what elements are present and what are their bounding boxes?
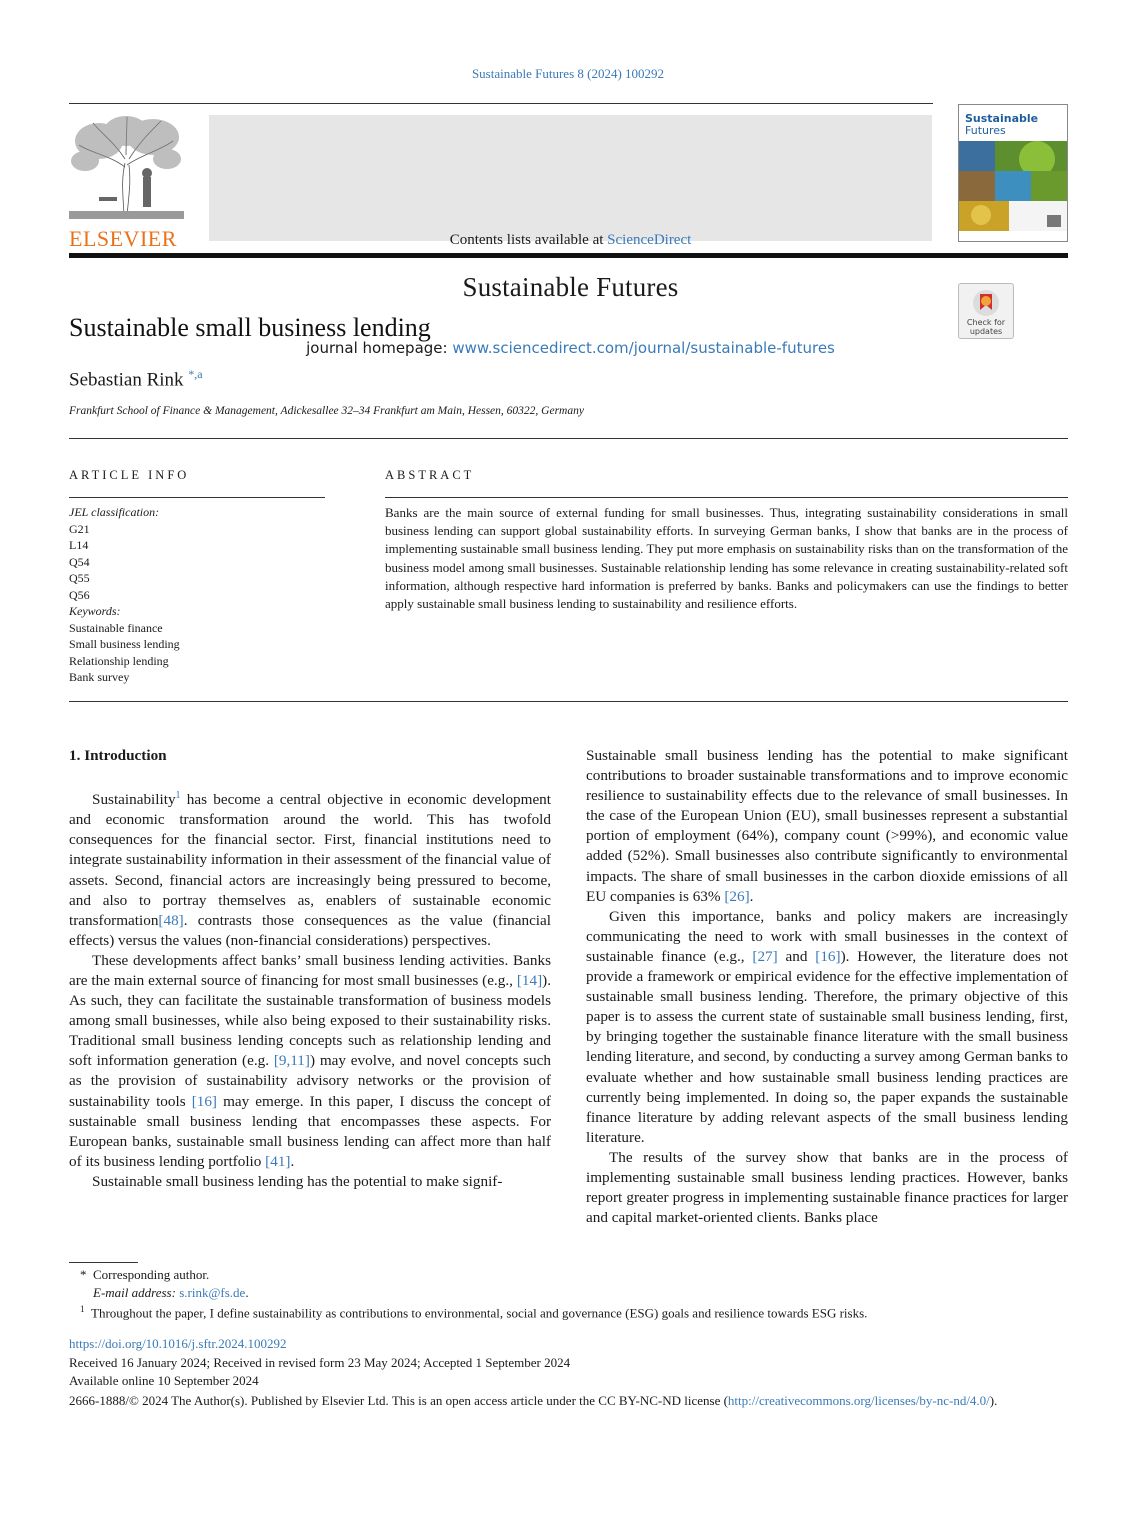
corresponding-text: Corresponding author. xyxy=(93,1267,210,1282)
homepage-label: journal homepage: xyxy=(306,339,453,357)
license-text-b: ). xyxy=(989,1393,998,1408)
p2-text-b: ). As such, they can facilitate the sustainable transformation of business models among small businesses, while also being exposed to their sustainability risks. Traditional small business lending concepts such as relationship lending and soft information generation (e.g. xyxy=(69,972,551,1070)
header-rule xyxy=(69,103,933,104)
p1-text-b: has become a central objective in economic development and economic transformation around the world. This has twofold consequences for the financial sector. First, financial institutions need to integrate sustainability information in their assessment of the financial value of assets. Second, financial actors are increasingly being pressured to become, and also to portray themselves as, enablers of sustainable economic transformation xyxy=(69,791,551,929)
footnote-1 xyxy=(80,1304,867,1321)
article-info-list xyxy=(69,504,325,686)
footnote-ref-1[interactable]: 1 xyxy=(175,790,181,802)
cover-title-1: Sustainable xyxy=(965,112,1039,125)
corresponding-mark: * xyxy=(80,1267,87,1282)
cover-collage-icon xyxy=(959,141,1067,231)
p4-text-a: Given this importance, banks and policy makers are increasingly communicating the need to work with small businesses in the context of sustainable finance (e.g., xyxy=(586,907,1068,965)
homepage-link[interactable]: www.sciencedirect.com/journal/sustainable-futures xyxy=(452,339,835,357)
footnote-1-mark: 1 xyxy=(80,1304,85,1314)
journal-name: Sustainable Futures xyxy=(462,272,679,302)
citation-link[interactable]: [14] xyxy=(516,972,543,989)
p2-text-e: . xyxy=(290,1152,295,1170)
keyword: Relationship lending xyxy=(69,653,169,668)
abstract-heading: ABSTRACT xyxy=(385,468,475,482)
citation-link[interactable]: [9,11] xyxy=(273,1052,310,1070)
p4-text-b: ). However, the literature does not provide a framework or empirical evidence for the effective implementation of sustainable small business lending. Therefore, the primary objective of this paper is to assess the current state of sustainable small business lending, first, by bringing together the sustainable finance literature with the small business lending literature, and second, by conducting a survey among German banks to evaluate whether and how sustainable small business lending practices are currently being implemented. In doing so, the paper expands the sustainable finance literature by adding relevant aspects of the small business lending literature. xyxy=(586,947,1068,1146)
author-marks[interactable]: *,a xyxy=(188,367,203,381)
citation-link[interactable]: [16] xyxy=(815,947,841,965)
body-paragraph-2 xyxy=(69,951,551,1172)
check-for-updates-badge[interactable] xyxy=(958,283,1014,339)
cover-title-2: Futures xyxy=(965,124,1006,137)
citation-link[interactable]: [16] xyxy=(191,1092,217,1110)
author-affiliation: Frankfurt School of Finance & Management, Adickesallee 32–34 Frankfurt am Main, Hessen, 60322, Germany xyxy=(69,405,584,417)
author-line xyxy=(69,367,203,391)
p2-text-a: These developments affect banks’ small business lending activities. Banks are the main external source of financing for most small businesses (e.g., xyxy=(69,951,551,989)
footnote-corresponding xyxy=(80,1267,209,1283)
body-paragraph-3-start: Sustainable small business lending has the potential to make signif- xyxy=(92,1172,503,1190)
author-name[interactable]: Sebastian Rink xyxy=(69,369,184,391)
abstract-rule xyxy=(385,497,1068,498)
body-paragraph-3-cont xyxy=(586,746,1068,907)
section-heading-introduction: 1. Introduction xyxy=(69,747,167,764)
citation-link[interactable]: [26] xyxy=(724,887,750,905)
p4-text-and: and xyxy=(777,947,816,965)
sciencedirect-link[interactable]: ScienceDirect xyxy=(607,232,692,248)
license-link[interactable]: http://creativecommons.org/licenses/by-nc-nd/4.0/ xyxy=(727,1393,990,1408)
p3-text-a: Sustainable small business lending has the potential to make significant contributions to broader sustainable transformations and to improve economic resilience to sustainability effects due to the relevance of small businesses. In the case of the European Union (EU), small businesses represent a substantial portion of employment (64%), company count (>99%), and economic value added (52%). Small businesses also contribute significantly to environmental impacts. The share of small businesses in the carbon dioxide emissions of all EU companies is 63% xyxy=(586,747,1068,905)
keyword: Bank survey xyxy=(69,670,130,684)
jel-code: G21 xyxy=(69,521,90,536)
email-link[interactable]: s.rink@fs.de xyxy=(179,1285,246,1300)
keyword: Sustainable finance xyxy=(69,620,163,635)
p1-text-a: Sustainability xyxy=(92,791,176,809)
article-info-rule xyxy=(69,497,325,498)
abstract-text: Banks are the main source of external funding for small businesses. Thus, integrating sustainability considerations in small business lending can support global sustainability efforts. In surveying German banks, I show that banks are in the process of implementing sustainable small business lending. They put more emphasis on sustainability risks than on the transformation of the business model among small businesses. Sustainable relationship lending has some relevance in creating sustainability-related soft information, although respective hard information is preferred by banks. Banks and policymakers can use the findings to better apply sustainable small business lending to sustainability and resilience efforts. xyxy=(385,505,1068,612)
contents-line xyxy=(209,232,932,249)
elsevier-logo[interactable] xyxy=(69,115,184,251)
article-title: Sustainable small business lending xyxy=(69,313,431,342)
body-paragraph-4 xyxy=(586,907,1068,1148)
email-label: E-mail address: xyxy=(93,1285,180,1300)
affiliation-rule xyxy=(69,438,1068,439)
p1-text-c: . contrasts those consequences as the value (financial effects) versus the values (non-financial considerations) perspectives. xyxy=(69,911,551,949)
footnote-rule xyxy=(69,1262,138,1263)
contents-prefix: Contents lists available at xyxy=(449,232,608,248)
body-column-left xyxy=(69,746,551,1192)
jel-label: JEL classification: xyxy=(69,505,160,519)
email-end: . xyxy=(245,1285,249,1300)
footnote-1-text: Throughout the paper, I define sustainability as contributions to environmental, social and governance (ESG) goals and resilience towards ESG risks. xyxy=(91,1305,868,1321)
keyword: Small business lending xyxy=(69,637,180,651)
jel-code: Q54 xyxy=(69,554,90,569)
received-dates: Received 16 January 2024; Received in revised form 23 May 2024; Accepted 1 September 2024 xyxy=(69,1355,571,1370)
journal-cover-thumbnail[interactable] xyxy=(958,104,1068,242)
elsevier-tree-icon xyxy=(69,115,184,219)
keywords-label: Keywords: xyxy=(69,604,121,618)
p3-text-b: . xyxy=(749,887,754,905)
jel-code: Q55 xyxy=(69,571,90,585)
citation-link[interactable]: [27] xyxy=(752,947,778,965)
p2-text-d: may emerge. In this paper, I discuss the concept of sustainable small business lending that encompasses these aspects. For European banks, sustainable small business lending can affect more than half of its business lending portfolio xyxy=(69,1092,551,1170)
license-statement xyxy=(69,1391,1068,1410)
journal-citation[interactable]: Sustainable Futures 8 (2024) 100292 xyxy=(471,66,665,81)
check-badge-line-2: updates xyxy=(969,327,1003,336)
citation-link[interactable]: [48] xyxy=(158,911,184,929)
jel-code: Q56 xyxy=(69,587,90,602)
check-badge-line-1: Check for xyxy=(966,318,1006,327)
article-info-bottom-rule xyxy=(69,701,1068,702)
citation-link[interactable]: [41] xyxy=(265,1152,291,1170)
p2-text-c: ) may evolve, and novel concepts such as the provision of sustainability advisory networks or the provision of sustainability tools xyxy=(69,1052,551,1110)
jel-code: L14 xyxy=(69,538,89,552)
elsevier-wordmark: ELSEVIER xyxy=(69,226,177,251)
article-info-heading: ARTICLE INFO xyxy=(69,468,190,482)
body-paragraph-5: The results of the survey show that banks are in the process of implementing sustainable small business lending practices. However, banks report greater progress in implementing sustainable finance practices for larger and capital market-oriented clients. Banks place xyxy=(586,1148,1068,1227)
available-online-date: Available online 10 September 2024 xyxy=(69,1373,259,1388)
check-updates-icon xyxy=(971,288,1001,318)
body-paragraph-1 xyxy=(69,786,551,951)
body-column-right xyxy=(586,746,1068,1228)
doi-link[interactable]: https://doi.org/10.1016/j.sftr.2024.100292 xyxy=(69,1336,287,1351)
footnote-email xyxy=(93,1285,249,1301)
header-thick-rule xyxy=(69,253,1068,258)
license-text-a: 2666-1888/© 2024 The Author(s). Published by Elsevier Ltd. This is an open access article under the CC BY-NC-ND license ( xyxy=(69,1393,728,1408)
